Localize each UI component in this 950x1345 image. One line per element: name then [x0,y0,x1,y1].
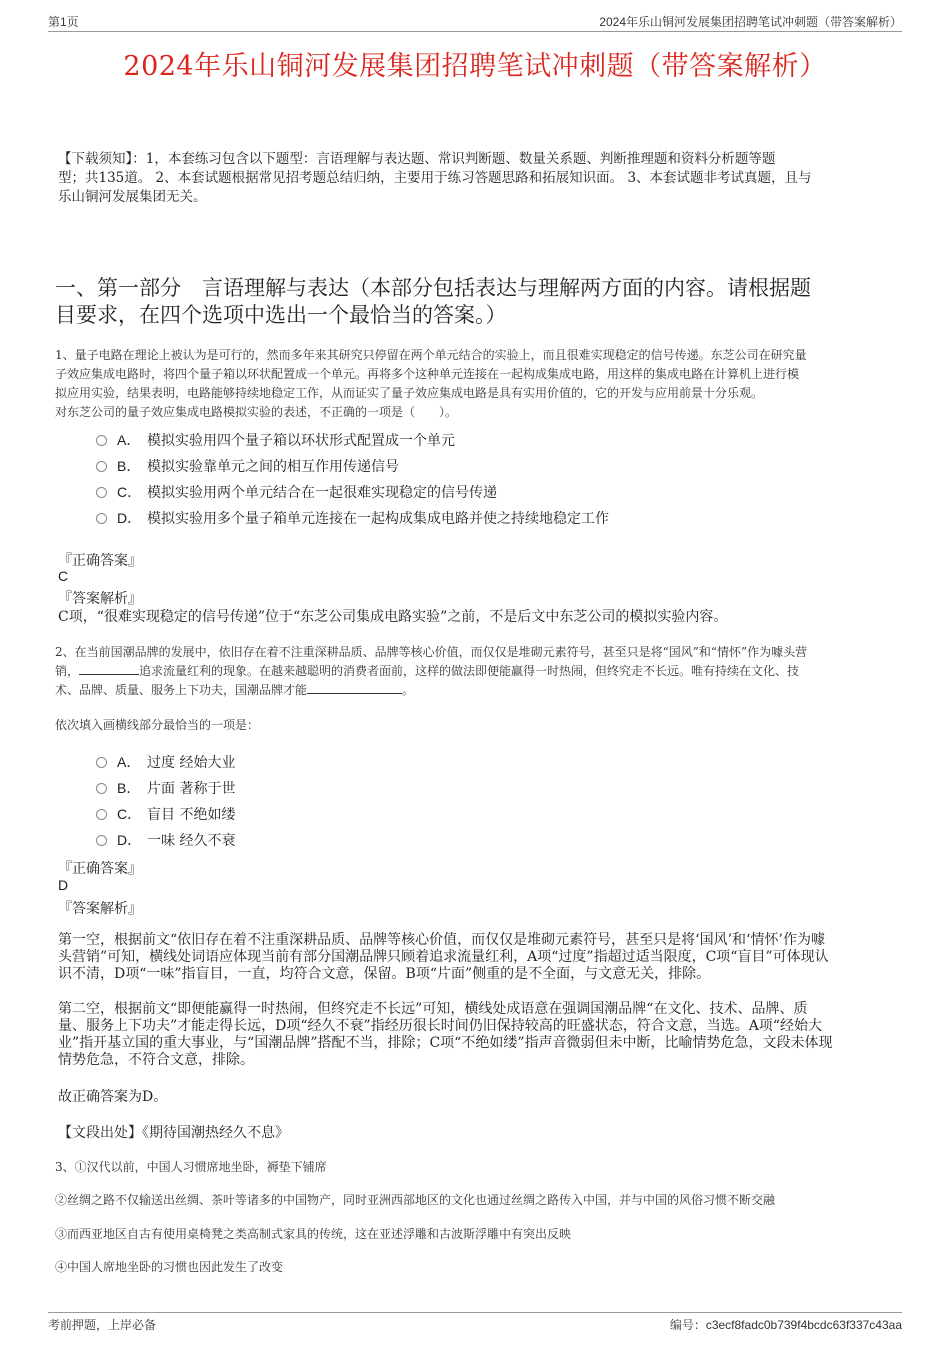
q3-item-1: 3、①汉代以前，中国人习惯席地坐卧，褥垫下铺席 [55,1160,327,1174]
header-divider [48,31,902,32]
fill-blank [79,662,139,675]
question-line: 1、量子电路在理论上被认为是可行的，然而多年来其研究只停留在两个单元结合的实验上，而且很难实现稳定的信号传递。东芝公司在研究量 [55,348,807,362]
correct-answer: D [58,877,69,893]
analysis-label: 『答案解析』 [58,591,142,607]
notice-line: 【下载须知】：1，本套练习包含以下题型：言语理解与表达题、常识判断题、数量关系题、判断推理题和资料分析题等题 [58,151,776,167]
q2-option-b[interactable]: B． 片面 著称于世 [96,778,235,798]
radio-icon[interactable] [96,757,107,768]
page-number: 第1页 [48,15,79,29]
section-heading-line: 一、第一部分 言语理解与表达（本部分包括表达与理解两方面的内容。请根据题 [55,276,811,300]
q2-option-a[interactable]: A． 过度 经始大业 [96,752,235,772]
running-title: 2024年乐山铜河发展集团招聘笔试冲刺题（带答案解析） [599,15,902,29]
question-line: 术、品牌、质量、服务上下功夫，国潮品牌才能 。 [55,683,415,697]
section-heading-line: 目要求，在四个选项中选出一个最恰当的答案。） [55,303,507,327]
question-line: 2、在当前国潮品牌的发展中，依旧存在着不注重深耕品质、品牌等核心价值，而仅仅是堆砌元素符号，甚至只是将“国风”和“情怀”作为噱头营 [55,645,808,659]
correct-answer: C [58,568,69,584]
download-notice [58,150,903,207]
source-citation: 【文段出处】《期待国潮热经久不息》 [58,1125,289,1141]
conclusion: 故正确答案为D。 [58,1089,168,1105]
radio-icon[interactable] [96,783,107,794]
question-line: 销， 追求流量红利的现象。在越来越聪明的消费者面前，这样的做法即便能赢得一时热闹，但终究走不长远。唯有持续在文化、技 [55,664,800,678]
page-title: 2024年乐山铜河发展集团招聘笔试冲刺题（带答案解析） [123,51,827,82]
question-line: 子效应集成电路时，将四个量子箱以环状配置成一个单元。再将多个这种单元连接在一起构成集成电路，用这样的集成电路在计算机上进行模 [55,367,800,381]
analysis-paragraph-1: 第一空，根据前文“依旧存在着不注重深耕品质、品牌等核心价值，而仅仅是堆砌元素符号，甚至只是将‘国风’和‘情怀’作为噱 头营销”可知，横线处词语应体现当前有部分国潮品牌只顾着追求流量红利，A项“过度”指超过适当限度，C项“盲目”可体现认 识不清，D项“一味”指盲目，一直，均符合文意，保留。B项“片面”侧重的是不全面，与文意无关，排除。 [58,932,829,982]
radio-icon[interactable] [96,461,107,472]
footer-slogan: 考前押题，上岸必备 [48,1318,157,1332]
question-line: 对东芝公司的量子效应集成电路模拟实验的表述，不正确的一项是（ ）。 [55,405,458,419]
radio-icon[interactable] [96,435,107,446]
radio-icon[interactable] [96,835,107,846]
q1-option-c[interactable]: C． 模拟实验用两个单元结合在一起很难实现稳定的信号传递 [96,482,497,502]
question-prompt: 依次填入画横线部分最恰当的一项是： [55,718,260,732]
question-line: 拟应用实验，结果表明，电路能够持续地稳定工作，从而证实了量子效应集成电路是具有实用价值的，它的开发与应用前景十分乐观。 [55,386,764,400]
q3-item-3: ③而西亚地区自古有使用桌椅凳之类高制式家具的传统，这在亚述浮雕和古波斯浮雕中有突出反映 [55,1227,572,1241]
question-1-stem [55,346,915,422]
q2-option-c[interactable]: C． 盲目 不绝如缕 [96,804,235,824]
radio-icon[interactable] [96,513,107,524]
question-2-stem [55,643,915,700]
notice-line: 乐山铜河发展集团无关。 [58,189,207,205]
fill-blank [307,681,402,694]
section-heading [55,275,905,329]
analysis-text: C项，“很难实现稳定的信号传递”位于“东芝公司集成电路实验”之前，不是后文中东芝公司的模拟实验内容。 [58,609,728,625]
document-id: 编号：c3ecf8fadc0b739f4bcdc63f337c43aa [669,1318,902,1332]
q1-option-d[interactable]: D． 模拟实验用多个量子箱单元连接在一起构成集成电路并使之持续地稳定工作 [96,508,609,528]
q3-item-2: ②丝绸之路不仅输送出丝绸、茶叶等诸多的中国物产，同时亚洲西部地区的文化也通过丝绸之路传入中国，并与中国的风俗习惯不断交融 [55,1193,776,1207]
q1-option-a[interactable]: A． 模拟实验用四个量子箱以环状形式配置成一个单元 [96,430,455,450]
analysis-paragraph-2: 第二空，根据前文“即便能赢得一时热闹，但终究走不长远”可知，横线处成语意在强调国潮品牌“在文化、技术、品牌、质 量、服务上下功夫”才能走得长远，D项“经久不衰”指经历很长时间仍旧保持较高的旺盛状态，符合文意，当选。A项“经始大 业”指开基立国的重大事业，与“国潮品牌”搭配不当，排除；C项“不绝如缕”指声音微弱但未中断，比喻情势危急，文段未体现 情势危急，不符合文意，排除。 [58,1001,833,1068]
notice-line: 型；共135道。 2、本套试题根据常见招考题总结归纳，主要用于练习答题思路和拓展知识面。 3、本套试题非考试真题，且与 [58,170,812,186]
answer-label: 『正确答案』 [58,861,142,877]
analysis-label: 『答案解析』 [58,901,142,917]
q3-item-4: ④中国人席地坐卧的习惯也因此发生了改变 [55,1260,284,1274]
answer-label: 『正确答案』 [58,553,142,569]
radio-icon[interactable] [96,809,107,820]
radio-icon[interactable] [96,487,107,498]
q2-option-d[interactable]: D． 一味 经久不衰 [96,830,235,850]
footer-divider [48,1312,902,1313]
q1-option-b[interactable]: B． 模拟实验靠单元之间的相互作用传递信号 [96,456,399,476]
